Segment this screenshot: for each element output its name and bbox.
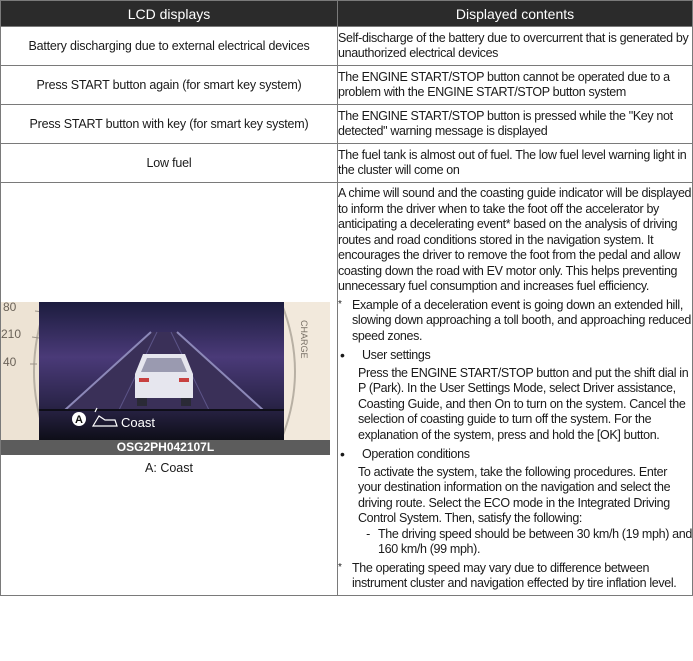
desc-text: The ENGINE START/STOP button cannot be operated due to a problem with the ENGINE START/STOP button system xyxy=(338,66,693,105)
speed-condition: The driving speed should be between 30 km/h (19 mph) and 160 km/h (99 mph). xyxy=(378,526,692,556)
charge-label: CHARGE xyxy=(299,320,309,359)
speed-label: 80 xyxy=(3,302,17,315)
cluster-illustration xyxy=(1,302,330,440)
lcd-text: Low fuel xyxy=(1,144,338,183)
note-text: The operating speed may vary due to difference between instrument cluster and navigation effected by tire inflation level. xyxy=(352,560,677,590)
table-row xyxy=(1,66,693,105)
note-text: Example of a deceleration event is going down an extended hill, slowing down approaching a toll booth, and approaching reduced speed zones. xyxy=(352,297,691,343)
bullet: • xyxy=(340,446,345,462)
figure-caption: A: Coast xyxy=(145,461,193,476)
bullet-item xyxy=(338,348,692,364)
coast-intro: A chime will sound and the coasting guide indicator will be displayed to inform the driver when to take the foot off the accelerator by anticipating a decelerating event* based on the analysis of driving routes and road conditions stored in the navigation system. It encourages the driver to remove the foot from the pedal and allow coasting down the road with EV motor only. This helps preventing unnecessary fuel consumption and increases fuel efficiency. xyxy=(338,186,692,293)
asterisk: * xyxy=(338,298,342,310)
operation-text: To activate the system, take the following procedures. Enter your destination information on the navigation and select the driving route. Select the ECO mode in the Integrated Driving Control System. Then, satisfy the following: xyxy=(358,464,671,525)
lcd-text: Press START button with key (for smart key system) xyxy=(1,105,338,144)
dash: - xyxy=(366,526,370,541)
table-row xyxy=(1,27,693,66)
table-row xyxy=(1,105,693,144)
operation-title: Operation conditions xyxy=(362,447,470,461)
note xyxy=(338,298,692,345)
table-row-coast xyxy=(1,183,693,596)
user-settings-text: Press the ENGINE START/STOP button and put the shift dial in P (Park). In the User Settings Mode, select Driver assistance, Coasting Guide, and then On to turn on the system. Cancel the selection of coasting guide to turn off the system. For the explanation of the system, press and hold the [OK] button. xyxy=(358,365,689,442)
user-settings-title: User settings xyxy=(362,348,431,362)
speed-label: 210 xyxy=(1,327,22,342)
header-displayed-contents: Displayed contents xyxy=(338,1,693,27)
dash-item xyxy=(338,527,692,558)
lcd-text: Battery discharging due to external electrical devices xyxy=(1,27,338,66)
table-header xyxy=(1,1,693,27)
table-row xyxy=(1,144,693,183)
header-lcd-displays: LCD displays xyxy=(1,1,338,27)
note xyxy=(338,561,692,592)
coast-figure-cell xyxy=(1,183,338,596)
marker-a: A xyxy=(75,414,83,427)
speed-label: 40 xyxy=(3,355,17,370)
asterisk: * xyxy=(338,561,342,573)
desc-text: The ENGINE START/STOP button is pressed while the "Key not detected" warning message is displayed xyxy=(338,105,693,144)
lcd-text: Press START button again (for smart key system) xyxy=(1,66,338,105)
desc-text: Self-discharge of the battery due to overcurrent that is generated by unauthorized electrical devices xyxy=(338,27,693,66)
desc-text: The fuel tank is almost out of fuel. The low fuel level warning light in the cluster will come on xyxy=(338,144,693,183)
bullet-item xyxy=(338,447,692,463)
figure-code: OSG2PH042107L xyxy=(1,440,330,455)
coast-desc xyxy=(338,183,693,596)
coast-figure xyxy=(1,302,330,455)
bullet: • xyxy=(340,347,345,363)
coast-display-text: Coast xyxy=(121,415,155,431)
